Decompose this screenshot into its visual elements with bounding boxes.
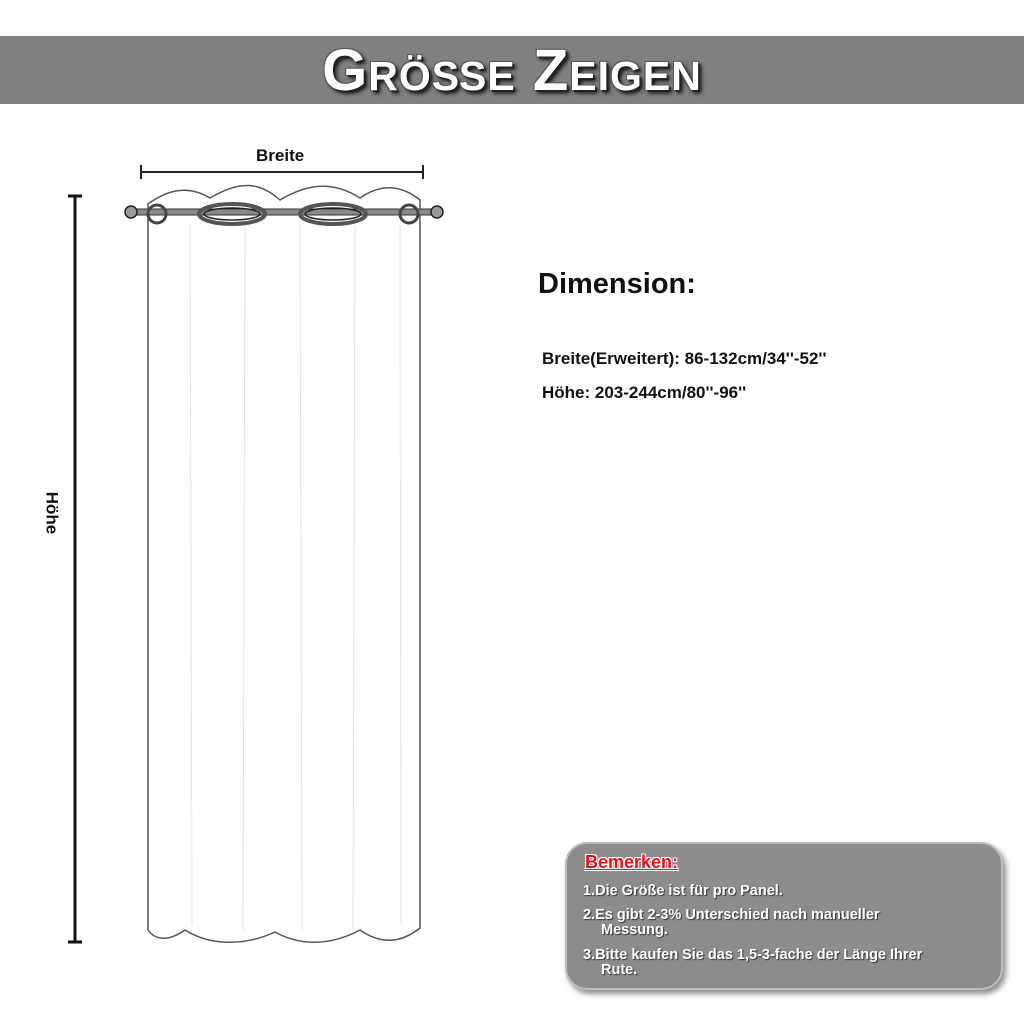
note-item-2: [583, 908, 983, 938]
width-dimension-line: [141, 165, 423, 179]
width-spec: Breite(Erweitert): 86-132cm/34''-52'': [542, 349, 827, 368]
note-item-3-line-2: Rute.: [601, 962, 638, 978]
height-label: Höhe: [42, 491, 62, 535]
note-item-1: 1.Die Größe ist für pro Panel.: [583, 883, 783, 899]
height-dimension-line: [68, 196, 82, 942]
dimension-heading: Dimension:: [538, 268, 696, 300]
width-label: Breite: [256, 146, 305, 165]
note-item-3: [583, 948, 988, 978]
page-title: Größe Zeigen: [322, 37, 702, 103]
note-item-2-line-1: 2.Es gibt 2-3% Unterschied nach manueller: [583, 907, 880, 923]
notes-title: Bemerken:: [585, 852, 679, 872]
height-spec: Höhe: 203-244cm/80''-96'': [542, 383, 747, 402]
curtain-panel: [148, 185, 420, 942]
note-item-3-line-1: 3.Bitte kaufen Sie das 1,5-3-fache der Länge Ihrer: [583, 947, 923, 963]
notes-box: [565, 842, 1003, 990]
note-item-2-line-2: Messung.: [601, 922, 668, 938]
